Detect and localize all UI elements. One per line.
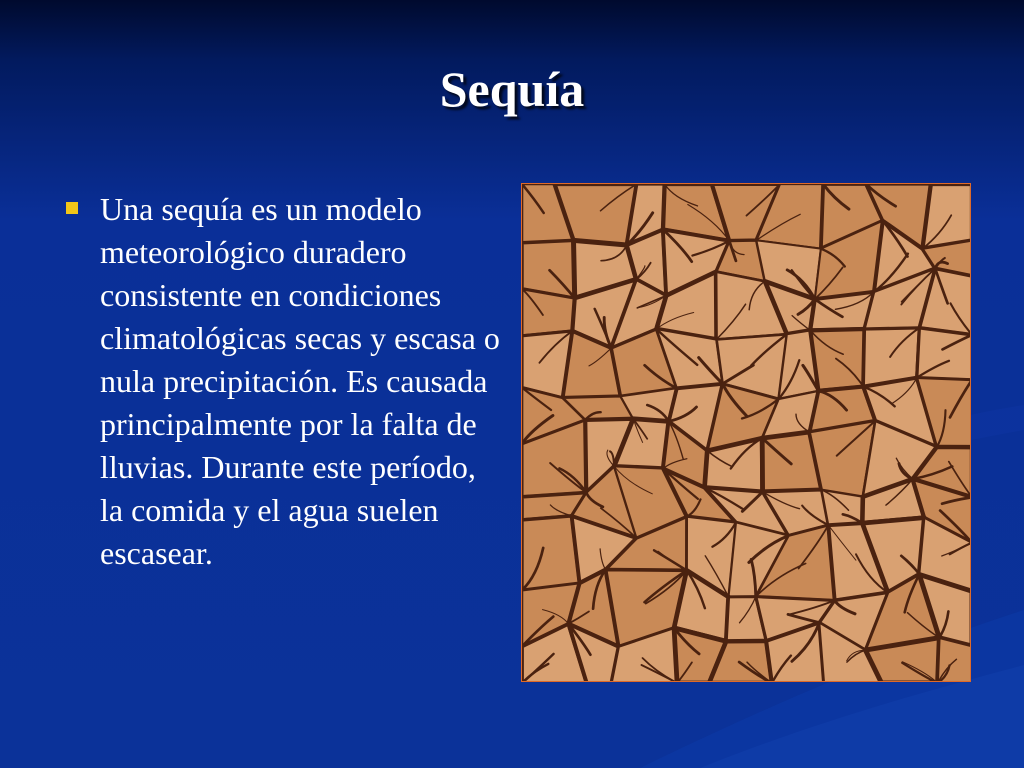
bullet-text: Una sequía es un modelo meteorológico duradero consistente en condiciones climatológicas secas y escasa o nula precipitación. Es causada principalmente por la falta de lluvias. Durante este período, la comida y el agua suelen escasear. bbox=[100, 191, 500, 571]
cracked-earth-texture bbox=[522, 184, 971, 682]
slide-title: Sequía bbox=[439, 61, 585, 117]
cracked-earth-image bbox=[521, 183, 971, 682]
bullet-list bbox=[62, 188, 502, 575]
bullet-item bbox=[62, 188, 502, 575]
square-bullet-icon bbox=[66, 202, 78, 214]
